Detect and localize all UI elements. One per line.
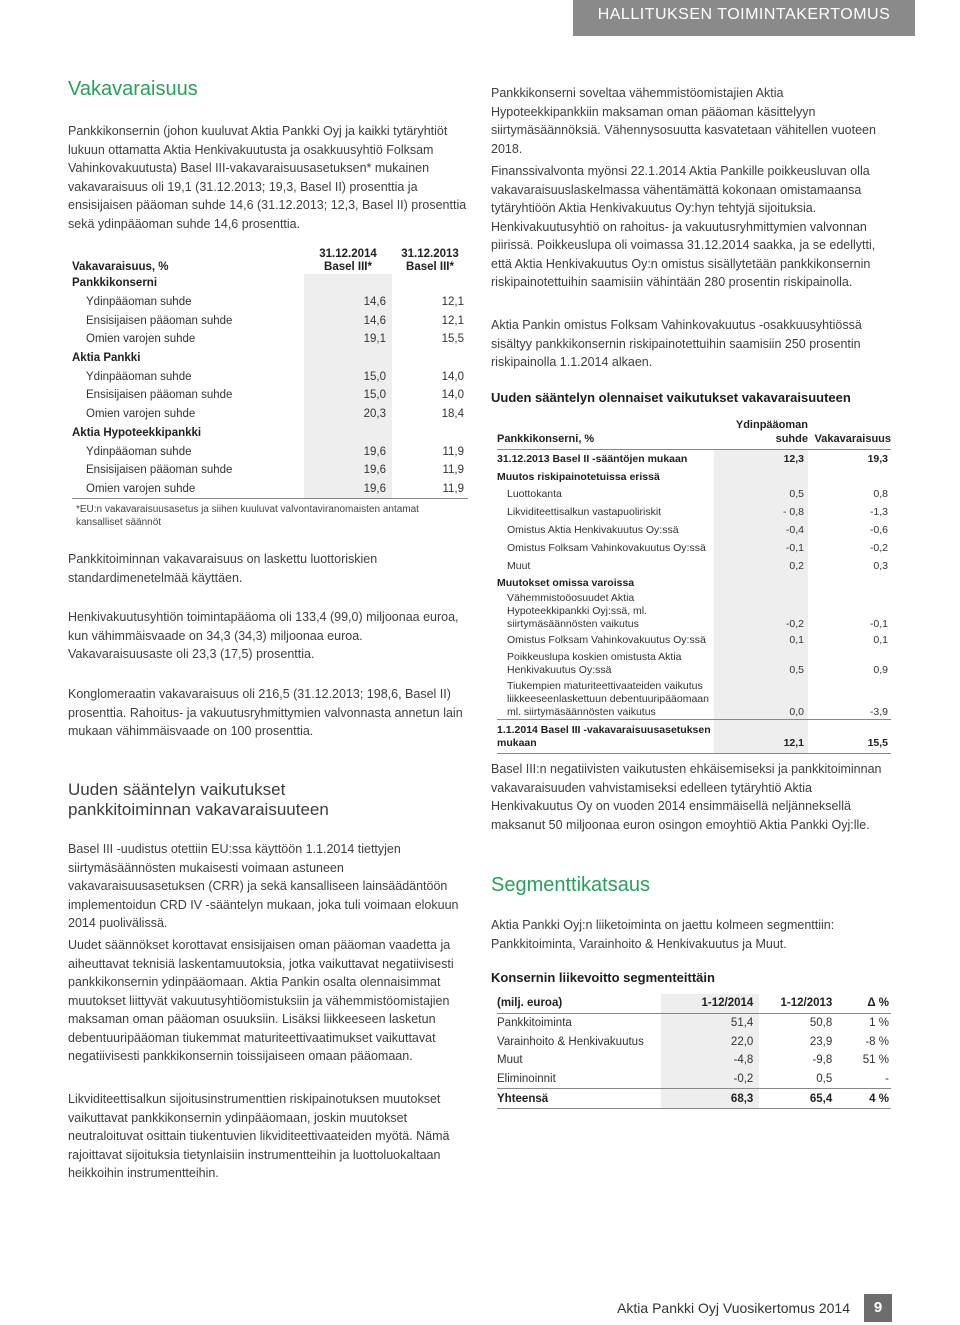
table2-cell-capital: 0,8 — [873, 488, 888, 501]
table-group-name: Aktia Hypoteekkipankki — [72, 426, 202, 439]
table2-cell-core: 12,3 — [714, 450, 808, 468]
table-row — [72, 330, 468, 349]
paragraph-segments: Aktia Pankki Oyj:n liiketoiminta on jaettu kolmeen segmenttiin: Pankkitoiminta, Varainhoito & Henkivakuutus ja Muut. — [491, 918, 835, 951]
table3-cell: 51,4 — [661, 1013, 759, 1032]
table3-header: 1-12/2014 — [661, 994, 759, 1013]
table-row-label: Omien varojen suhde — [72, 480, 304, 499]
table-footnote: *EU:n vakavaraisuusasetus ja siihen kuuluvat valvontaviranomaisten antamat kansalliset säännöt — [76, 504, 419, 528]
table-cell-2013: 12,1 — [441, 296, 464, 309]
table2-cell-capital: 0,1 — [873, 634, 888, 647]
table-row-label: Ensisijaisen pääoman suhde — [86, 314, 233, 327]
table-row — [72, 293, 468, 312]
table-group-row — [72, 349, 468, 368]
table-cell-2013: 14,0 — [441, 370, 464, 383]
table3-header: (milj. euroa) — [497, 994, 661, 1013]
table2-row-label: Omistus Folksam Vahinkovakuutus Oy:ssä — [507, 541, 706, 554]
table2-row-label: Muut — [507, 559, 531, 572]
paragraph-new-rules: Uudet säännökset korottavat ensisijaisen oman pääoman vaadetta ja aiheuttavat teknisiä laskentamuutoksia, jotka vaikuttavat negatiivisesti pankkikonsernin ydinpääomaan. Aktia Pankin osalta olennaisimmat muutokset liittyvät vakuutusyhtiöomistuksiin ja vähemmistöomistajien maksaman oman pääoman osuuksiin. Lisäksi liikkeeseen lasketun debentuuripääoman tiukemmat maturiteettivaatimukset vaikuttavat negatiivisesti pankkikonsernin toissijaiseen omaan pääomaan. — [68, 938, 454, 1063]
table3-cell: Varainhoito & Henkivakuutus — [497, 1035, 644, 1048]
table3-cell: 23,9 — [809, 1035, 833, 1048]
table2-row — [497, 539, 891, 557]
table3-total-row — [497, 1089, 891, 1109]
table2-row-label: Tiukempien maturiteettivaateiden vaikutus liikkeeseenlaskettuun debentuuripääomaan ml. siirtymäsäännösten vaikutus — [507, 680, 709, 719]
table-cell-2014: 14,6 — [304, 311, 392, 330]
table2-row-label: Muutos riskipainotetuissa erissä — [497, 470, 660, 483]
table2-cell-capital: -1,3 — [869, 506, 888, 519]
table2-cell-capital: -0,6 — [869, 524, 888, 537]
table2-cell-capital: 0,9 — [873, 664, 888, 677]
table2-row-label: Muutokset omissa varoissa — [497, 577, 635, 590]
table-row-label: Ensisijaisen pääoman suhde — [86, 464, 233, 477]
table2-cell-core: - 0,8 — [714, 503, 808, 521]
table2-cell-core: 0,5 — [714, 649, 808, 677]
table2-row — [497, 575, 891, 593]
table-header-2014: 31.12.2014 Basel III* — [319, 248, 377, 273]
table-cell-2014: 19,6 — [304, 461, 392, 480]
table3-total-cell: 4 % — [836, 1089, 891, 1109]
table2-header-label: Pankkikonserni, % — [497, 412, 714, 450]
table-row — [72, 405, 468, 424]
paragraph-folksam: Aktia Pankin omistus Folksam Vahinkovakuutus -osakkuusyhtiössä sisältyy pankkikonsernin riskipainotettuihin saamisiin 250 prosentin riskipainolla 1.1.2014 alkaen. — [491, 318, 862, 369]
table-row-label: Omien varojen suhde — [86, 333, 196, 346]
table2-header-core: Ydinpääoman suhde — [714, 412, 808, 450]
table-cell-2013: 11,9 — [442, 464, 464, 477]
table3-cell: 51 % — [862, 1054, 889, 1067]
table3-cell: Pankkitoiminta — [497, 1017, 572, 1030]
table3-total-cell: Yhteensä — [497, 1089, 661, 1109]
table2-cell-capital: -3,9 — [869, 706, 888, 719]
table2-final-label: 1.1.2014 Basel III -vakavaraisuusasetuksen mukaan — [497, 720, 714, 754]
table2-cell-core: 0,1 — [714, 631, 808, 649]
table-row-label: Omien varojen suhde — [86, 408, 196, 421]
table-cell-2013: 14,0 — [441, 389, 464, 402]
table2-cell-core: 0,0 — [714, 677, 808, 720]
table2-header-capital: Vakavaraisuus — [808, 412, 891, 450]
table3-row — [497, 1070, 891, 1089]
table-header-2013: 31.12.2013 Basel III* — [401, 248, 459, 273]
table-cell-2014: 19,1 — [304, 330, 392, 349]
table2-row-label: Luottokanta — [507, 488, 562, 501]
paragraph-fsa: Finanssivalvonta myönsi 22.1.2014 Aktia Pankille poikkeusluvan olla vakavaraisuuslaskelmassa vähentämättä kokonaan omistamaansa tytäryhtiöön Aktia Henkivakuutus Oy:hyn tehtyjä sijoituksia. Henkivakuutusyhtiö on rahoitus- ja vakuutusryhmittymien valvonnan piirissä. Poikkeuslupa oli voimassa 31.12.2014 saakka, ja se edellytti, että Aktia Henkivakuutus Oy:n omistus sisällytetään pankkikonsernin riskipainotettuihin saamisiin vähintään 280 prosentin riskipainolla. — [491, 164, 876, 289]
paragraph-method: Pankkitoiminnan vakavaraisuus on laskettu luottoriskien standardimenetelmää käyttäen. — [68, 552, 378, 585]
table-row-label: Ensisijaisen pääoman suhde — [86, 389, 233, 402]
footer-report-name: Aktia Pankki Oyj Vuosikertomus 2014 — [617, 1300, 850, 1316]
table2-cell-core: -0,2 — [714, 592, 808, 631]
table-cell-2014: 14,6 — [304, 293, 392, 312]
table2-cell-core: 0,2 — [714, 557, 808, 575]
table-row — [72, 480, 468, 499]
table2-row-label: Likviditeettisalkun vastapuoliriskit — [507, 506, 662, 519]
section-title-segments: Segmenttikatsaus — [491, 874, 650, 896]
table-row — [72, 367, 468, 386]
table2-cell-capital — [808, 575, 891, 593]
table2-row-label: Vähemmistoöosuudet Aktia Hypoteekkipankki Oyj:ssä, ml. siirtymäsäännösten vaikutus — [507, 592, 648, 631]
paragraph-basel3: Basel III -uudistus otettiin EU:ssa käyttöön 1.1.2014 tiettyjen siirtymäsäännösten mukaisesti voimaan astuneen vakavaraisuusasetuksen (CRR) ja sekä kansalliseen lainsäädäntöön implementoidun CRD IV -sääntelyn mukaan, joka tuli voimaan elokuun 2014 puolivälissä. — [68, 842, 459, 930]
table3-row — [497, 1032, 891, 1051]
page-number: 9 — [864, 1294, 892, 1322]
table-row-label: Ydinpääoman suhde — [86, 445, 192, 458]
table2-cell-capital: -0,1 — [869, 618, 888, 631]
table-group-name: Pankkikonserni — [72, 277, 158, 290]
table2-row — [497, 486, 891, 504]
table3-header: Δ % — [836, 994, 891, 1013]
capital-adequacy-table — [72, 244, 468, 499]
segment-profit-table — [497, 994, 891, 1109]
table2-row-label: Poikkeuslupa koskien omistusta Aktia Henkivakuutus Oy:ssä — [507, 651, 682, 677]
table2-row-label: 31.12.2013 Basel II -sääntöjen mukaan — [497, 452, 688, 465]
paragraph-liquidity: Likviditeettisalkun sijoitusinstrumenttien riskipainotuksen muutokset vaikuttavat pankkikonsernin ydinpääomaan, joskin muutokset neutraloituvat osittain tiukentuvien likviditeettivaateiden myötä. Nämä rajoittavat sijoituksia tietynlaisiin instrumentteihin ja luottoluokaltaan heikkoihin instrumentteihin. — [68, 1092, 450, 1180]
table3-cell: 1 % — [869, 1017, 889, 1030]
table3-cell: -8 % — [865, 1035, 889, 1048]
table3-cell: 22,0 — [661, 1032, 759, 1051]
table2-cell-core — [714, 468, 808, 486]
table2-row — [497, 521, 891, 539]
table3-row — [497, 1013, 891, 1032]
table2-cell-core — [714, 575, 808, 593]
paragraph-dividend: Basel III:n negatiivisten vaikutusten ehkäisemiseksi ja pankkitoiminnan vakavaraisuuden vahvistamiseksi edelleen tytäryhtiö Aktia Henkivakuutus Oy on vuoden 2014 ensimmäisellä neljänneksellä maksanut 50 miljoonaa euron osingon emoyhtiö Aktia Pankki Oyj:lle. — [491, 762, 882, 832]
subsection-title-new-regulation: Uuden sääntelyn vaikutukset pankkitoiminnan vakavaraisuuteen — [68, 780, 329, 819]
table-cell-2014: 20,3 — [304, 405, 392, 424]
table2-cell-capital: -0,2 — [869, 541, 888, 554]
table3-cell: -4,8 — [661, 1051, 759, 1070]
table2-row — [497, 649, 891, 677]
table-cell-2013: 11,9 — [442, 445, 464, 458]
table2-row-label: Omistus Folksam Vahinkovakuutus Oy:ssä — [507, 634, 706, 647]
table3-cell: -0,2 — [661, 1070, 759, 1089]
table2-final-core: 12,1 — [714, 720, 808, 754]
table3-cell: 50,8 — [809, 1017, 833, 1030]
paragraph-minority: Pankkikonserni soveltaa vähemmistöomistajien Aktia Hypoteekkipankkiin maksaman oman pääoman käsittelyyn siirtymäsäännöksiä. Vähennysosuutta kasvatetaan vähitellen vuoteen 2018. — [491, 86, 876, 156]
table-cell-2013: 11,9 — [392, 480, 468, 499]
table2-cell-core: 0,5 — [714, 486, 808, 504]
table-group-name: Aktia Pankki — [72, 352, 141, 365]
paragraph-conglomerate: Konglomeraatin vakavaraisuus oli 216,5 (31.12.2013; 198,6, Basel II) prosenttia. Rahoitus- ja vakuutusryhmittymien valvonnasta annetun lain mukaan vähimmäisvaade on 100 prosenttia. — [68, 687, 463, 738]
table-row-label: Ydinpääoman suhde — [86, 370, 192, 383]
table3-cell: 0,5 — [816, 1073, 833, 1086]
table3-cell: Muut — [497, 1054, 523, 1067]
table3-header: 1-12/2013 — [759, 994, 836, 1013]
table2-title: Uuden sääntelyn olennaiset vaikutukset vakavaraisuuteen — [491, 390, 851, 405]
table3-total-cell: 65,4 — [759, 1089, 836, 1109]
table2-cell-capital — [808, 468, 891, 486]
table-cell-2014: 19,6 — [304, 442, 392, 461]
table3-row — [497, 1051, 891, 1070]
paragraph-insurance: Henkivakuutusyhtiön toimintapääoma oli 133,4 (99,0) miljoonaa euroa, kun vähimmäisvaade on 34,3 (34,3) miljoonaa euroa. Vakavaraisuusaste oli 23,3 (17,5) prosenttia. — [68, 610, 459, 661]
table3-total-cell: 68,3 — [661, 1089, 759, 1109]
table2-final-capital: 15,5 — [808, 720, 891, 754]
table2-cell-capital: 0,3 — [873, 559, 888, 572]
table-header-label: Vakavaraisuus, % — [72, 261, 169, 273]
table-cell-2014: 15,0 — [304, 367, 392, 386]
regulation-impact-table — [497, 412, 891, 754]
table3-cell: - — [885, 1073, 889, 1086]
table-cell-2013: 18,4 — [441, 408, 464, 421]
table2-cell-core: -0,1 — [714, 539, 808, 557]
table-row — [72, 442, 468, 461]
table2-row — [497, 450, 891, 468]
table-cell-2014: 19,6 — [304, 480, 392, 499]
intro-paragraph: Pankkikonsernin (johon kuuluvat Aktia Pankki Oyj ja kaikki tytäryhtiöt lukuun ottamatta Aktia Henkivakuutusta ja osakkuusyhtiö Folksam Vahinkovakuutusta) Basel III-vakavaraisuusasetuksen* mukainen vakavaraisuus oli 19,1 (31.12.2013; 19,3, Basel II) prosenttia ja ensisijaisen pääoman suhde 14,6 (31.12.2013; 12,3, Basel II) prosenttia sekä ydinpääoman suhde 14,6 prosenttia. — [68, 124, 467, 231]
section-title-vakavaraisuus: Vakavaraisuus — [68, 78, 198, 100]
table2-final-row — [497, 720, 891, 754]
table2-row — [497, 468, 891, 486]
table-row-label: Ydinpääoman suhde — [86, 296, 192, 309]
table2-row — [497, 592, 891, 631]
table-group-row — [72, 274, 468, 293]
table3-title: Konsernin liikevoitto segmenteittäin — [491, 970, 715, 985]
table3-cell: -9,8 — [812, 1054, 833, 1067]
table2-row — [497, 557, 891, 575]
table-row — [72, 311, 468, 330]
table2-cell-core: -0,4 — [714, 521, 808, 539]
section-header: HALLITUKSEN TOIMINTAKERTOMUS — [573, 0, 915, 36]
table2-row-label: Omistus Aktia Henkivakuutus Oy:ssä — [507, 524, 679, 537]
table-cell-2013: 12,1 — [441, 314, 464, 327]
table-row — [72, 386, 468, 405]
table-row — [72, 461, 468, 480]
table-group-row — [72, 424, 468, 443]
table2-cell-capital: 19,3 — [867, 452, 888, 465]
table2-row — [497, 677, 891, 720]
table-cell-2014: 15,0 — [304, 386, 392, 405]
table-cell-2013: 15,5 — [441, 333, 464, 346]
table2-row — [497, 631, 891, 649]
table2-row — [497, 503, 891, 521]
table3-cell: Eliminoinnit — [497, 1073, 556, 1086]
